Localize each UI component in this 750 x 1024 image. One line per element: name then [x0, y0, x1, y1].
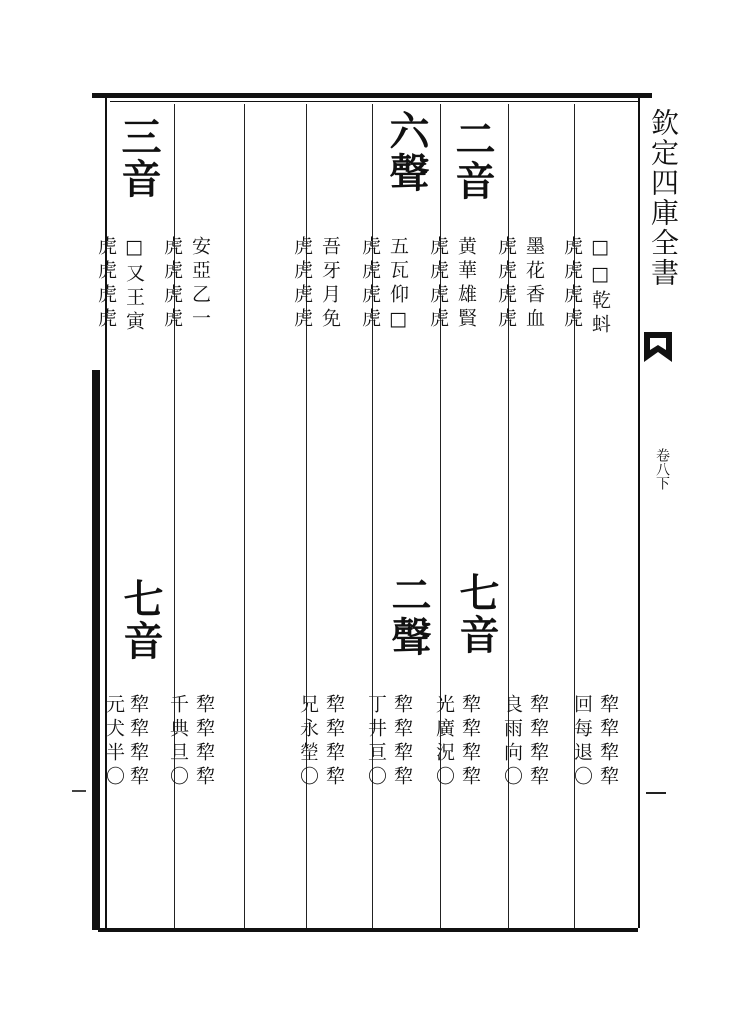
column-divider — [372, 104, 373, 928]
top-border — [92, 93, 652, 98]
column-3-heading-bottom: 七音 — [453, 572, 500, 656]
column-1-top-line-2: 虎虎虎虎 — [561, 236, 583, 332]
column-2-bottom-line-2: 良雨向〇 — [501, 694, 523, 790]
column-8-top-line-1: □又王寅 — [123, 236, 145, 335]
right-border — [638, 98, 640, 928]
fish-tail-mark-icon — [642, 330, 674, 364]
volume-label: 卷八下 — [654, 448, 670, 490]
column-8-bottom-line-2: 元犬半〇 — [103, 694, 125, 790]
book-title: 欽定四庫全書 — [647, 108, 680, 288]
column-7-bottom-line-1: 犂犂犂犂 — [193, 694, 215, 790]
left-border — [105, 98, 107, 928]
column-7-bottom-line-2: 千典旦〇 — [167, 694, 189, 790]
column-4-heading-top: 六聲 — [383, 110, 430, 194]
column-1-bottom-line-1: 犂犂犂犂 — [597, 694, 619, 790]
column-5-top-line-1: 吾牙月免 — [319, 236, 341, 332]
column-5-bottom-line-1: 犂犂犂犂 — [323, 694, 345, 790]
column-4-top-line-2: 虎虎虎虎 — [359, 236, 381, 332]
column-3-bottom-line-2: 光廣況〇 — [433, 694, 455, 790]
column-divider — [574, 104, 575, 928]
column-4-top-line-1: 五瓦仰□ — [387, 236, 409, 335]
column-4-bottom-line-2: 丁井亘〇 — [365, 694, 387, 790]
column-3-bottom-line-1: 犂犂犂犂 — [459, 694, 481, 790]
column-divider — [306, 104, 307, 928]
column-7-top-line-2: 虎虎虎虎 — [161, 236, 183, 332]
column-7-top-line-1: 安亞乙一 — [189, 236, 211, 332]
column-8-heading-top: 三音 — [115, 116, 162, 200]
top-inner-border — [110, 101, 638, 102]
column-4-heading-bottom: 二聲 — [385, 574, 432, 658]
column-5-bottom-line-2: 兄永塋〇 — [297, 694, 319, 790]
column-2-bottom-line-1: 犂犂犂犂 — [527, 694, 549, 790]
column-2-top-line-1: 墨花香血 — [523, 236, 545, 332]
column-1-top-line-1: □□乾蚪 — [589, 236, 611, 338]
column-4-bottom-line-1: 犂犂犂犂 — [391, 694, 413, 790]
margin-tick — [646, 792, 666, 794]
margin-tick — [72, 790, 86, 792]
column-2-top-line-2: 虎虎虎虎 — [495, 236, 517, 332]
column-3-top-line-1: 黄華雄賢 — [455, 236, 477, 332]
column-1-bottom-line-2: 回每退〇 — [571, 694, 593, 790]
column-8-top-line-2: 虎虎虎虎 — [95, 236, 117, 332]
column-8-bottom-line-1: 犂犂犂犂 — [127, 694, 149, 790]
column-divider — [508, 104, 509, 928]
column-divider — [244, 104, 245, 928]
column-8-heading-bottom: 七音 — [117, 578, 164, 662]
column-3-top-line-2: 虎虎虎虎 — [427, 236, 449, 332]
left-thick-border — [92, 370, 100, 930]
column-5-top-line-2: 虎虎虎虎 — [291, 236, 313, 332]
column-divider — [174, 104, 175, 928]
bottom-border — [98, 928, 638, 932]
column-divider — [440, 104, 441, 928]
column-3-heading-top: 二音 — [449, 118, 496, 202]
